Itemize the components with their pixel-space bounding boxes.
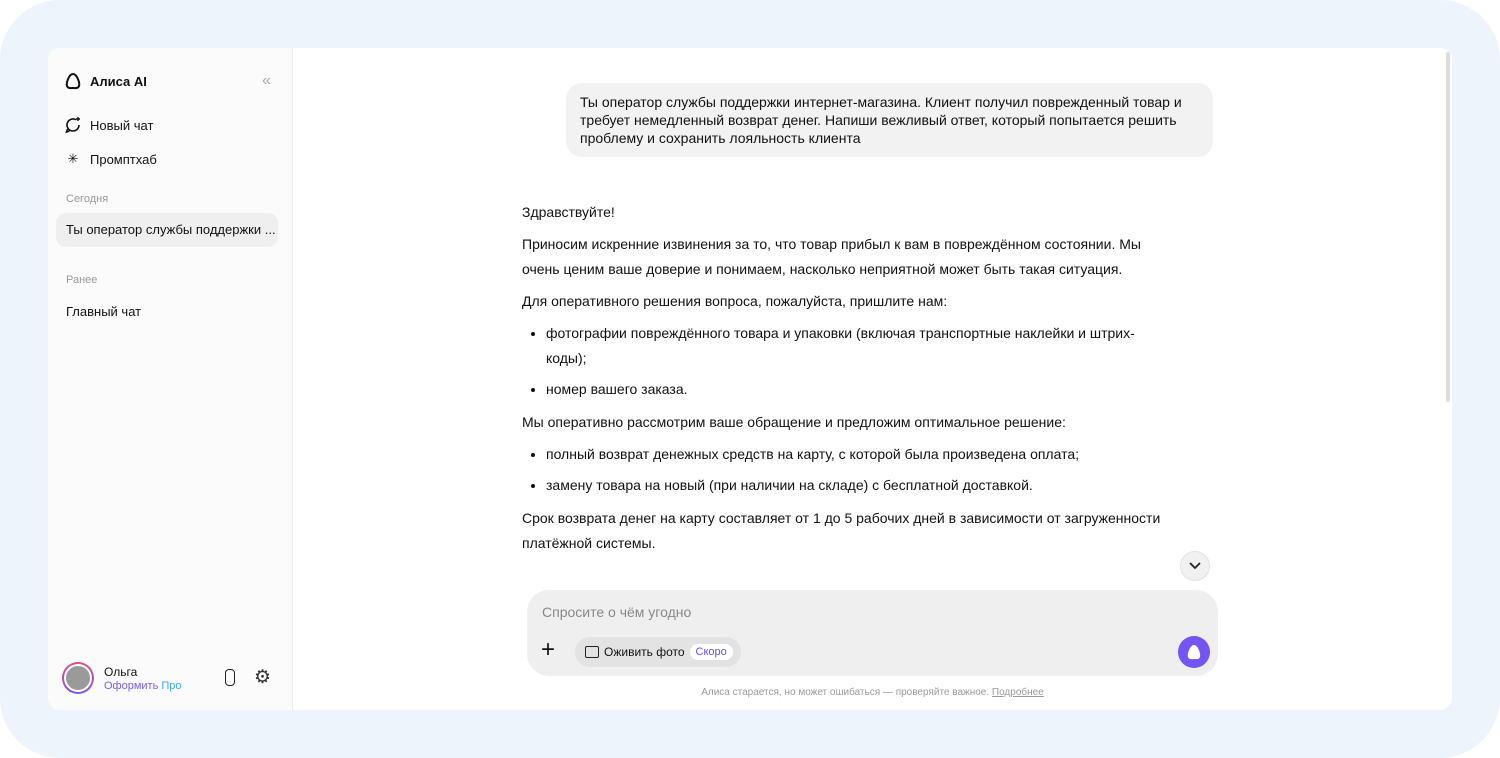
collapse-sidebar-icon[interactable]: «: [262, 72, 271, 89]
upgrade-pro: Про: [161, 680, 182, 692]
phone-icon[interactable]: [225, 669, 235, 686]
composer: [527, 590, 1218, 676]
chat-item[interactable]: Главный чат: [66, 304, 142, 319]
list-item: • номер вашего заказа.: [546, 377, 1162, 402]
scrollbar[interactable]: [1446, 52, 1450, 402]
brand-name: Алиса AI: [90, 73, 147, 89]
upgrade-label: Оформить: [104, 680, 159, 692]
user-message: Ты оператор службы поддержки интернет-магазина. Клиент получил поврежденный товар и требует немедленный возврат денег. Напиши вежливый ответ, который попытается решить проблему и сохранить лояльность клиента: [566, 83, 1213, 157]
answer-paragraph: Срок возврата денег на карту составляет от 1 до 5 рабочих дней в зависимости от загруженности платёжной системы.: [522, 510, 1161, 551]
chevron-down-icon: [1188, 561, 1202, 571]
answer-paragraph: Приносим искренние извинения за то, что товар прибыл к вам в повреждённом состоянии. Мы очень ценим ваше доверие и понимаем, насколько неприятной может быть такая ситуация.: [522, 236, 1141, 277]
chat-area: [294, 48, 1452, 710]
add-plus-icon[interactable]: +: [541, 636, 556, 663]
section-today: Сегодня: [66, 193, 109, 205]
chat-item-active[interactable]: Ты оператор службы поддержки ...: [56, 213, 278, 247]
new-chat-button[interactable]: [64, 116, 153, 134]
assistant-answer: [522, 200, 1162, 563]
more-link[interactable]: Подробнее: [991, 687, 1044, 698]
answer-paragraph: Мы оперативно рассмотрим ваше обращение и предложим оптимальное решение:: [522, 414, 1066, 430]
chip-label: Оживить фото: [604, 645, 685, 659]
answer-greeting: Здравствуйте!: [522, 204, 615, 220]
disclaimer-text: Алиса старается, но может ошибаться — проверяйте важное.: [701, 687, 990, 698]
avatar[interactable]: [62, 662, 94, 694]
alice-logo-icon: [64, 72, 82, 90]
answer-paragraph: Для оперативного решения вопроса, пожалуйста, пришлите нам:: [522, 293, 948, 309]
message-input[interactable]: Спросите о чём угодно: [542, 604, 692, 620]
disclaimer: [527, 687, 1218, 698]
soon-badge: Скоро: [690, 644, 733, 660]
user-name: Ольга: [104, 665, 138, 679]
brand[interactable]: [64, 72, 147, 90]
new-chat-label: Новый чат: [90, 117, 154, 133]
list-item: • фотографии повреждённого товара и упаковки (включая транспортные наклейки и штрих-коды);: [546, 321, 1162, 371]
scroll-down-button[interactable]: [1180, 551, 1210, 581]
alice-icon: [1185, 643, 1203, 661]
clapperboard-icon: [585, 646, 599, 658]
sidebar: [48, 48, 293, 710]
section-earlier: Ранее: [66, 274, 98, 286]
animate-photo-button[interactable]: [575, 637, 741, 667]
list-item: • полный возврат денежных средств на карту, с которой была произведена оплата;: [546, 442, 1162, 467]
list-item: • замену товара на новый (при наличии на складе) с бесплатной доставкой.: [546, 473, 1162, 498]
settings-gear-icon[interactable]: ⚙: [254, 667, 272, 688]
alice-voice-button[interactable]: [1178, 636, 1210, 668]
sparkle-icon: ✳: [67, 151, 79, 166]
app-window: [48, 48, 1452, 710]
prompthub-label: Промптхаб: [90, 151, 157, 167]
new-chat-icon: [64, 116, 82, 134]
upgrade-link[interactable]: [104, 680, 182, 692]
prompthub-button[interactable]: [64, 151, 157, 167]
